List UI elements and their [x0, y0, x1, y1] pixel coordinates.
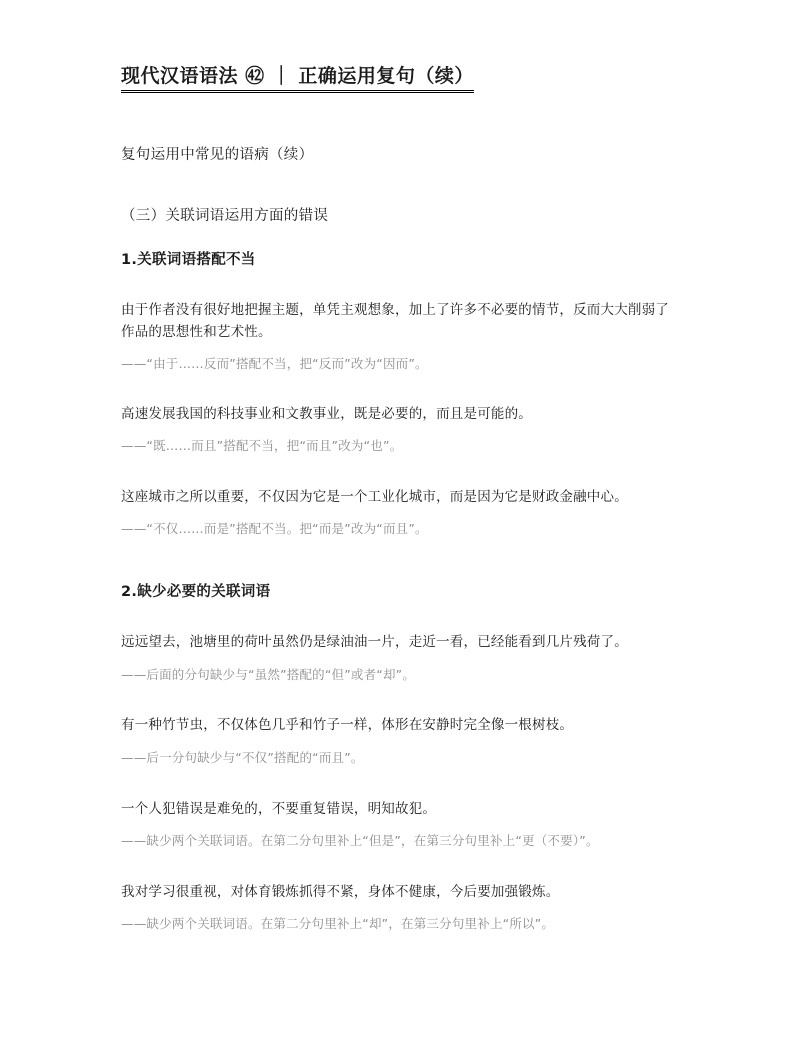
example-sentence: 高速发展我国的科技事业和文教事业，既是必要的，而且是可能的。 — [121, 406, 532, 422]
correction-note: ——缺少两个关联词语。在第二分句里补上“却”，在第三分句里补上“所以”。 — [121, 916, 555, 931]
section-heading: 复句运用中常见的语病（续） — [121, 147, 314, 163]
correction-note: ——后一分句缺少与“不仅”搭配的“而且”。 — [121, 750, 364, 765]
correction-note: ——“不仅……而是”搭配不当。把“而是”改为“而且”。 — [121, 521, 428, 536]
document-title: 现代汉语语法 ㊷ ｜ 正确运用复句（续） — [121, 64, 474, 93]
correction-note: ——“由于……反而”搭配不当，把“反而”改为“因而”。 — [121, 356, 428, 371]
example-sentence: 我对学习很重视，对体育锻炼抓得不紧，身体不健康，今后要加强锻炼。 — [121, 884, 560, 900]
subsection-heading: （三）关联词语运用方面的错误 — [121, 208, 329, 224]
example-sentence: 由于作者没有很好地把握主题，单凭主观想象，加上了许多不必要的情节，反而大大削弱了作品的思想性和艺术性。 — [121, 302, 669, 340]
correction-note: ——“既……而且”搭配不当，把“而且”改为“也”。 — [121, 438, 403, 453]
example-sentence: 一个人犯错误是难免的，不要重复错误，明知故犯。 — [121, 801, 437, 817]
group-heading-2: 2.缺少必要的关联词语 — [121, 584, 271, 600]
example-sentence: 这座城市之所以重要，不仅因为它是一个工业化城市，而是因为它是财政金融中心。 — [121, 489, 628, 505]
correction-note: ——后面的分句缺少与“虽然”搭配的“但”或者“却”。 — [121, 667, 416, 682]
example-sentence: 远远望去，池塘里的荷叶虽然仍是绿油油一片，走近一看，已经能看到几片残荷了。 — [121, 634, 628, 650]
correction-note: ——缺少两个关联词语。在第二分句里补上“但是”，在第三分句里补上“更（不要）”。 — [121, 833, 599, 848]
group-heading-1: 1.关联词语搭配不当 — [121, 252, 256, 268]
example-sentence: 有一种竹节虫，不仅体色几乎和竹子一样，体形在安静时完全像一根树枝。 — [121, 717, 574, 733]
